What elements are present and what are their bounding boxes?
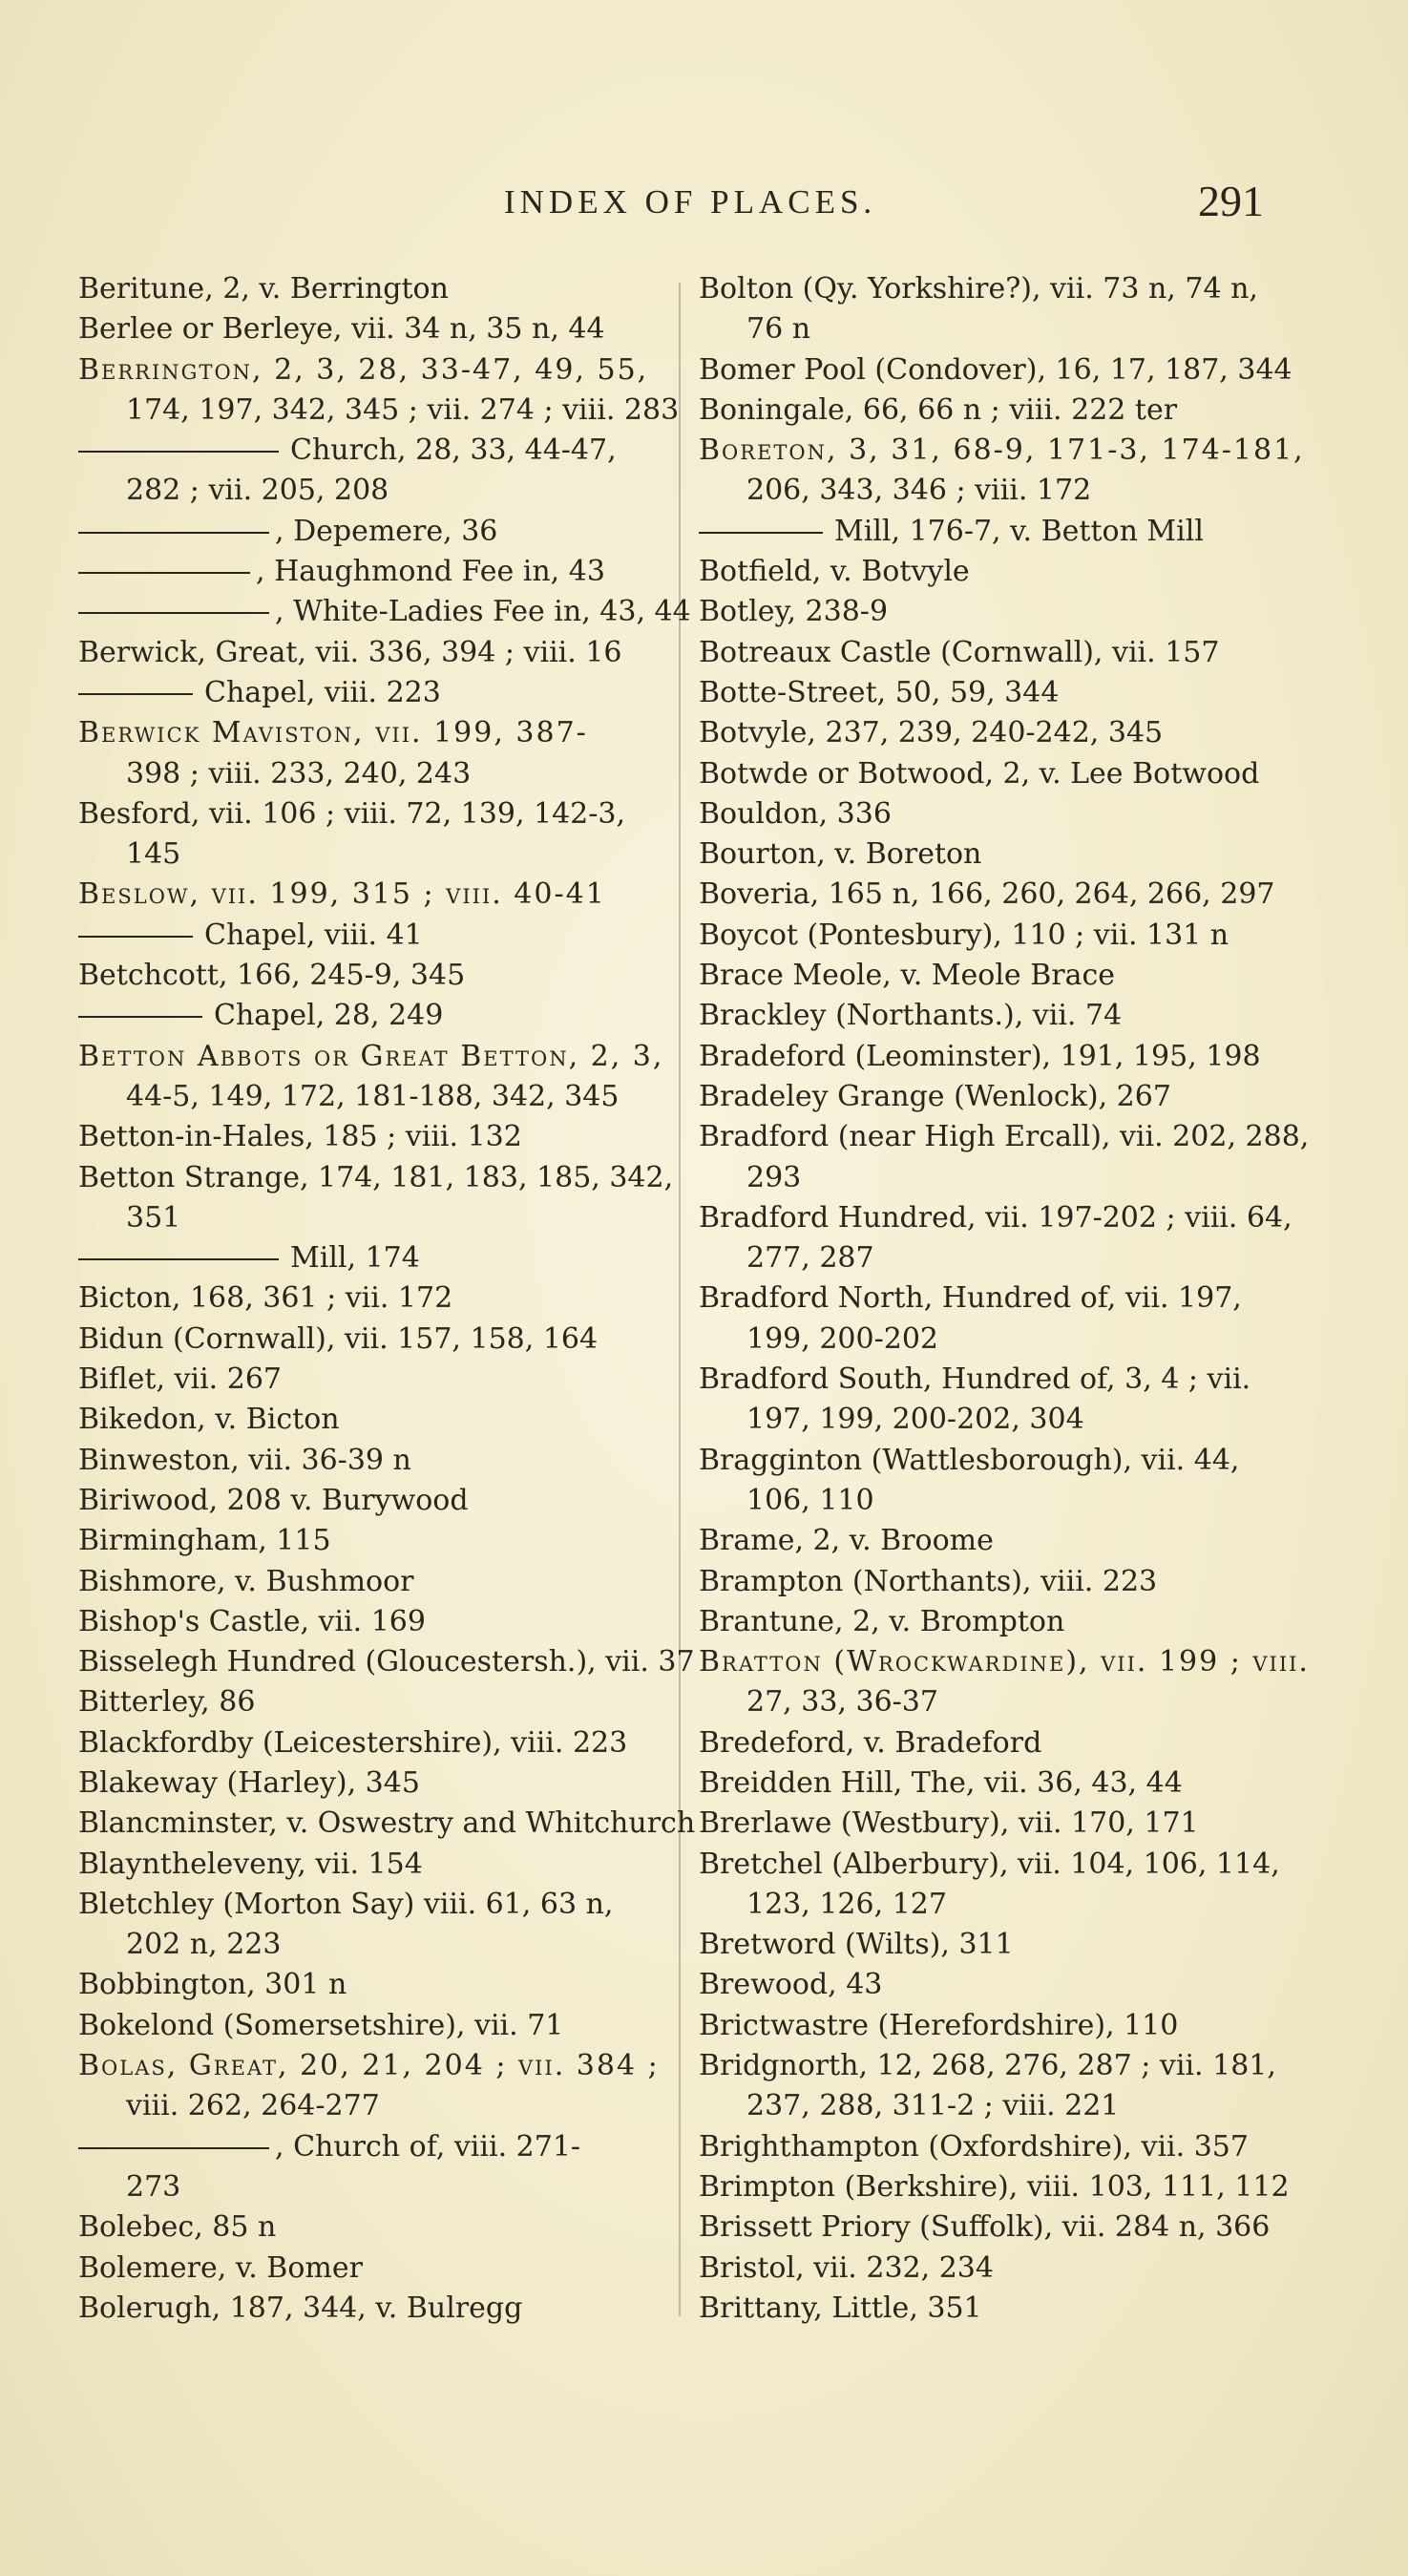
index-entry-line [699,996,1262,1036]
index-entry-text: Berwick, Great, vii. 336, 394 ; viii. 16 [78,635,622,669]
index-entry-line [78,2127,661,2167]
index-entry-line [699,1521,1262,1561]
index-entry-line [78,1360,661,1400]
index-entry-text: Berrington, 2, 3, 28, 33-47, 49, 55, [78,352,649,387]
index-entry-line [699,1965,1262,2005]
index-entry-text: Betton Abbots or Great Betton, 2, 3, [78,1039,664,1073]
index-entry-text: Betchcott, 166, 245-9, 345 [78,959,466,993]
index-entry-line [78,1763,661,1804]
index-entry-line [78,1198,661,1238]
index-entry-line [78,391,680,431]
index-entry-line [699,1682,1262,1722]
index-entry-line [699,834,1262,875]
index-entry-text: 273 [126,2169,181,2204]
index-entry-line [78,1400,661,1440]
index-entry-line [699,2207,1271,2248]
index-entry-text: Mill, 174 [290,1241,420,1276]
index-entry-line [699,1117,1310,1157]
index-entry-line [78,1602,661,1642]
index-entry-text: 145 [126,837,181,872]
index-entry-line [78,1804,696,1844]
index-entry-text: Berwick Maviston, vii. 199, 387- [78,716,588,750]
index-entry-text: Bretword (Wilts), 311 [699,1928,1014,1962]
index-entry-line [699,1278,1262,1319]
index-entry-line [699,1441,1262,1481]
index-entry-text: Berlee or Berleye, vii. 34 n, 35 n, 44 [78,312,605,347]
ditto-dash [78,532,269,534]
index-entry-line [699,1400,1262,1440]
index-entry-line [78,2167,661,2207]
index-entry-text: 174, 197, 342, 345 ; vii. 274 ; viii. 283 [126,392,680,427]
index-entry-line [78,996,661,1036]
index-entry-text: Brimpton (Berkshire), viii. 103, 111, 112 [699,2169,1290,2204]
index-entry-text: Bradeley Grange (Wenlock), 267 [699,1079,1171,1113]
index-entry-line [78,431,661,471]
index-entry-line [699,2289,1262,2329]
index-entry-line [699,1037,1262,1077]
index-entry-text: Bletchley (Morton Say) viii. 61, 63 n, [78,1887,614,1921]
index-entry-line [699,673,1262,713]
index-entry-line [78,1117,661,1157]
index-entry-line [78,2086,661,2126]
index-entry-text: Bicton, 168, 361 ; vii. 172 [78,1281,453,1316]
index-entry-line [78,1481,661,1521]
page-number: 291 [1198,177,1264,225]
index-entry-text: 197, 199, 200-202, 304 [746,1403,1084,1437]
index-entry-text: Bolas, Great, 20, 21, 204 ; vii. 384 ; [78,2049,660,2083]
index-entry-text: Bouldon, 336 [699,796,892,831]
index-entry-line [78,2207,661,2248]
index-entry-text: 199, 200-202 [746,1321,938,1356]
index-entry-text: Boveria, 165 n, 166, 260, 264, 266, 297 [699,877,1275,912]
index-entry-text: Bolerugh, 187, 344, v. Bulregg [78,2291,523,2325]
index-entry-text: Blackfordby (Leicestershire), viii. 223 [78,1725,628,1760]
index-entry-line [699,916,1262,956]
index-entry-line [699,1763,1262,1804]
index-entry-text: Blayntheleveny, vii. 154 [78,1847,423,1881]
index-entry-line [78,552,661,592]
index-entry-text: Brighthampton (Oxfordshire), vii. 357 [699,2129,1249,2164]
index-entry-line [78,1278,661,1319]
ditto-dash [78,1258,279,1260]
index-entry-line [699,2086,1262,2126]
index-entry-text: Biflet, vii. 267 [78,1362,283,1397]
index-entry-line [78,713,661,753]
index-entry-text: Bolebec, 85 n [78,2210,277,2245]
index-entry-line [78,1723,661,1763]
index-entry-line [699,2249,1262,2289]
index-entry-line [78,1845,661,1885]
index-entry-line [699,1481,1262,1521]
index-entry-line [699,1642,1310,1682]
index-entry-line [78,1925,661,1965]
index-entry-line [78,1965,661,2005]
index-entry-text: Beritune, 2, v. Berrington [78,272,449,306]
index-entry-text: Bretchel (Alberbury), vii. 104, 106, 114, [699,1847,1280,1881]
index-entry-text: Biriwood, 208 v. Burywood [78,1483,469,1517]
index-entry-line [699,1238,1262,1278]
index-entry-text: Chapel, viii. 223 [204,675,441,709]
index-entry-line [699,269,1262,309]
index-entry-text: Bishop's Castle, vii. 169 [78,1604,426,1638]
index-entry-text: Bisselegh Hundred (Gloucestersh.), vii. 37 [78,1645,695,1679]
index-entry-text: 27, 33, 36-37 [746,1685,938,1720]
index-entry-line [699,1360,1262,1400]
index-entry-text: Botwde or Botwood, 2, v. Lee Botwood [699,756,1260,791]
index-entry-line [78,916,661,956]
index-entry-text: Bradford Hundred, vii. 197-202 ; viii. 64, [699,1200,1292,1235]
index-entry-line [78,1642,695,1682]
index-entry-line [699,592,1262,632]
right-index-column [699,269,1310,2329]
index-entry-text: Brackley (Northants.), vii. 74 [699,999,1123,1033]
index-entry-line [699,956,1262,996]
index-entry-line [78,1077,661,1117]
index-entry-line [699,1723,1262,1763]
index-entry-text: Bishmore, v. Bushmoor [78,1564,414,1598]
index-entry-text: 277, 287 [746,1241,874,1276]
index-entry-line [699,1198,1292,1238]
index-entry-text: 351 [126,1200,181,1235]
index-entry-line [78,592,691,632]
index-entry-line [78,471,661,511]
index-entry-text: Birmingham, 115 [78,1524,331,1558]
index-entry-text: Besford, vii. 106 ; viii. 72, 139, 142-3, [78,796,626,831]
index-entry-line [699,2006,1262,2046]
index-entry-text: Bradford North, Hundred of, vii. 197, [699,1281,1242,1316]
index-entry-text: 123, 126, 127 [746,1887,947,1921]
left-index-column [78,269,696,2329]
index-entry-text: Chapel, viii. 41 [204,918,423,952]
index-entry-line [699,2167,1290,2207]
index-entry-line [78,309,661,349]
index-entry-text: Boycot (Pontesbury), 110 ; vii. 131 n [699,918,1229,952]
index-entry-line [78,673,661,713]
index-entry-text: Brissett Priory (Suffolk), vii. 284 n, 366 [699,2210,1271,2245]
index-entry-text: Bidun (Cornwall), vii. 157, 158, 164 [78,1321,599,1356]
index-entry-line [78,1441,661,1481]
index-entry-line [78,956,661,996]
index-entry-line [78,1521,661,1561]
index-entry-line [699,1885,1262,1925]
index-entry-text: Brictwastre (Herefordshire), 110 [699,2008,1179,2042]
index-entry-text: Brace Meole, v. Meole Brace [699,959,1116,993]
index-entry-line [78,1682,661,1722]
ditto-dash [78,572,250,574]
index-entry-line [699,1158,1262,1198]
index-entry-line [699,1602,1262,1642]
index-entry-text: Brantune, 2, v. Brompton [699,1604,1065,1638]
index-entry-text: Blakeway (Harley), 345 [78,1765,420,1800]
index-entry-line [78,1158,674,1198]
index-entry-text: Bradford (near High Ercall), vii. 202, 288, [699,1120,1310,1154]
index-entry-line [699,309,1262,349]
index-entry-text: Beslow, vii. 199, 315 ; viii. 40-41 [78,877,606,912]
index-entry-text: Brittany, Little, 351 [699,2291,982,2325]
column-divider [679,283,681,2316]
index-entry-line [78,754,661,794]
index-entry-line [78,834,661,875]
index-entry-text: Brame, 2, v. Broome [699,1524,994,1558]
index-entry-text: , White-Ladies Fee in, 43, 44 [275,595,691,629]
index-entry-text: Bourton, v. Boreton [699,837,982,872]
index-entry-line [78,1885,661,1925]
index-entry-text: Bratton (Wrockwardine), vii. 199 ; viii. [699,1645,1310,1679]
index-entry-text: Botte-Street, 50, 59, 344 [699,675,1060,709]
index-entry-line [699,1925,1262,1965]
index-entry-text: 202 n, 223 [126,1928,282,1962]
index-entry-text: , Haughmond Fee in, 43 [256,555,605,589]
index-entry-line [78,350,661,391]
index-entry-text: Bokelond (Somersetshire), vii. 71 [78,2008,564,2042]
index-entry-line [699,552,1262,592]
index-entry-text: Bristol, vii. 232, 234 [699,2250,994,2285]
index-entry-line [699,2046,1276,2086]
running-head: INDEX OF PLACES. [504,183,877,221]
index-entry-text: 282 ; vii. 205, 208 [126,474,389,508]
index-entry-line [699,350,1292,391]
index-entry-line [699,713,1262,753]
index-entry-text: Bolemere, v. Bomer [78,2250,363,2285]
index-entry-text: Bolton (Qy. Yorkshire?), vii. 73 n, 74 n, [699,272,1258,306]
index-entry-text: Bomer Pool (Condover), 16, 17, 187, 344 [699,352,1292,387]
index-entry-line [699,1804,1262,1844]
index-entry-line [78,512,661,552]
index-entry-text: Church, 28, 33, 44-47, [290,433,617,468]
index-entry-line [78,269,661,309]
index-entry-line [699,875,1275,915]
index-entry-line [78,1238,661,1278]
index-entry-line [699,512,1262,552]
index-entry-line [699,633,1262,673]
index-entry-text: Bradford South, Hundred of, 3, 4 ; vii. [699,1362,1251,1397]
ditto-dash [78,693,193,695]
ditto-dash [699,532,823,534]
index-entry-text: 44-5, 149, 172, 181-188, 342, 345 [126,1079,620,1113]
index-entry-line [699,794,1262,834]
index-entry-line [699,1562,1262,1602]
index-entry-text: Boreton, 3, 31, 68-9, 171-3, 174-181, [699,433,1305,468]
index-entry-text: Betton Strange, 174, 181, 183, 185, 342, [78,1160,674,1194]
index-entry-text: Botvyle, 237, 239, 240-242, 345 [699,716,1164,750]
index-entry-text: Chapel, 28, 249 [214,999,444,1033]
ditto-dash [78,2147,269,2149]
index-entry-line [78,1562,661,1602]
index-entry-text: Brerlawe (Westbury), vii. 170, 171 [699,1806,1199,1841]
index-entry-text: Binweston, vii. 36-39 n [78,1443,411,1477]
index-entry-text: Blancminster, v. Oswestry and Whitchurch [78,1806,696,1841]
index-entry-text: 106, 110 [746,1483,874,1517]
index-entry-text: Bragginton (Wattlesborough), vii. 44, [699,1443,1240,1477]
index-entry-line [78,2249,661,2289]
index-entry-line [78,2289,661,2329]
index-entry-text: Bridgnorth, 12, 268, 276, 287 ; vii. 181, [699,2049,1276,2083]
index-entry-text: Botley, 238-9 [699,595,889,629]
index-entry-line [699,754,1262,794]
index-entry-line [78,1320,661,1360]
index-entry-line [699,471,1262,511]
index-entry-text: Brewood, 43 [699,1968,883,2002]
index-entry-line [78,2006,661,2046]
index-entry-text: Mill, 176-7, v. Betton Mill [834,514,1204,548]
page-header [0,177,1408,241]
index-entry-line [78,1037,664,1077]
index-entry-text: Betton-in-Hales, 185 ; viii. 132 [78,1120,522,1154]
index-entry-line [699,1320,1262,1360]
index-entry-text: 293 [746,1160,802,1194]
index-entry-line [78,2046,661,2086]
index-entry-text: 206, 343, 346 ; viii. 172 [746,474,1092,508]
ditto-dash [78,1016,202,1018]
index-entry-text: Botreaux Castle (Cornwall), vii. 157 [699,635,1220,669]
index-entry-text: , Depemere, 36 [275,514,498,548]
index-entry-line [78,875,661,915]
index-entry-line [699,431,1305,471]
index-entry-text: Bredeford, v. Bradeford [699,1725,1042,1760]
ditto-dash [78,936,193,938]
index-entry-text: Boningale, 66, 66 n ; viii. 222 ter [699,392,1178,427]
index-entry-line [78,794,661,834]
index-entry-line [699,1077,1262,1117]
index-entry-text: viii. 262, 264-277 [126,2089,380,2123]
index-entry-line [699,391,1262,431]
index-entry-text: 398 ; viii. 233, 240, 243 [126,756,472,791]
index-entry-text: Botfield, v. Botvyle [699,555,970,589]
index-entry-text: , Church of, viii. 271- [275,2129,581,2164]
ditto-dash [78,451,279,453]
index-entry-line [699,1845,1280,1885]
index-entry-text: Bikedon, v. Bicton [78,1403,340,1437]
index-entry-text: Brampton (Northants), viii. 223 [699,1564,1158,1598]
ditto-dash [78,612,269,614]
index-entry-line [699,2127,1262,2167]
index-entry-text: Bradeford (Leominster), 191, 195, 198 [699,1039,1261,1073]
index-entry-text: Bitterley, 86 [78,1685,256,1720]
index-entry-text: 76 n [746,312,811,347]
index-entry-text: Bobbington, 301 n [78,1968,347,2002]
index-entry-text: 237, 288, 311-2 ; viii. 221 [746,2089,1120,2123]
index-entry-line [78,633,661,673]
index-entry-text: Breidden Hill, The, vii. 36, 43, 44 [699,1765,1183,1800]
